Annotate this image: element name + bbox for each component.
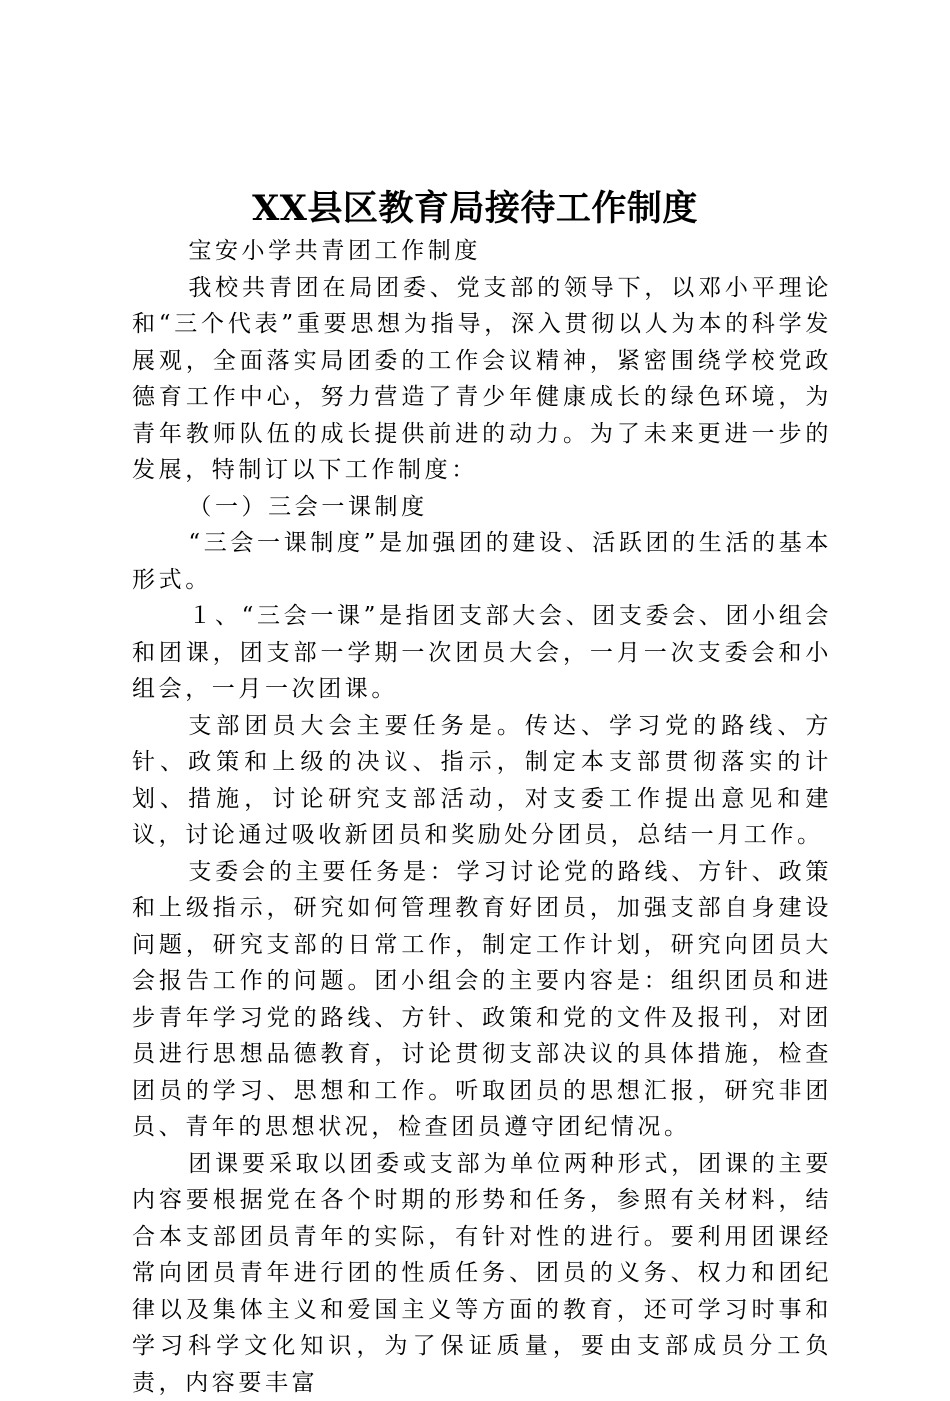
section-heading: （一）三会一课制度 [132,489,832,526]
paragraph-intro: 我校共青团在局团委、党支部的领导下，以邓小平理论和“三个代表”重要思想为指导，深入贯彻以人为本的科学发展观，全面落实局团委的工作会议精神，紧密围绕学校党政德育工作中心，努力营造了青少年健康成长的绿色环境，为青年教师队伍的成长提供前进的动力。为了未来更进一步的发展，特制订以下工作制度： [132,270,832,489]
paragraph: “三会一课制度”是加强团的建设、活跃团的生活的基本形式。 [132,525,832,598]
paragraph: 支部团员大会主要任务是。传达、学习党的路线、方针、政策和上级的决议、指示，制定本支部贯彻落实的计划、措施，讨论研究支部活动，对支委工作提出意见和建议，讨论通过吸收新团员和奖励处分团员，总结一月工作。 [132,708,832,854]
paragraph: 团课要采取以团委或支部为单位两种形式，团课的主要内容要根据党在各个时期的形势和任务，参照有关材料，结合本支部团员青年的实际，有针对性的进行。要利用团课经常向团员青年进行团的性质任务、团员的义务、权力和团纪律以及集体主义和爱国主义等方面的教育，还可学习时事和学习科学文化知识，为了保证质量，要由支部成员分工负责，内容要丰富 [132,1146,832,1401]
paragraph: １、“三会一课”是指团支部大会、团支委会、团小组会和团课，团支部一学期一次团员大会，一月一次支委会和小组会，一月一次团课。 [132,598,832,708]
paragraph: 支委会的主要任务是：学习讨论党的路线、方针、政策和上级指示，研究如何管理教育好团员，加强支部自身建设问题，研究支部的日常工作，制定工作计划，研究向团员大会报告工作的问题。团小组会的主要内容是：组织团员和进步青年学习党的路线、方针、政策和党的文件及报刊，对团员进行思想品德教育，讨论贯彻支部决议的具体措施，检查团员的学习、思想和工作。听取团员的思想汇报，研究非团员、青年的思想状况，检查团员遵守团纪情况。 [132,854,832,1146]
paragraph-subtitle: 宝安小学共青团工作制度 [132,233,832,270]
document-body [132,233,832,1401]
document-title: XX县区教育局接待工作制度 [0,183,950,235]
